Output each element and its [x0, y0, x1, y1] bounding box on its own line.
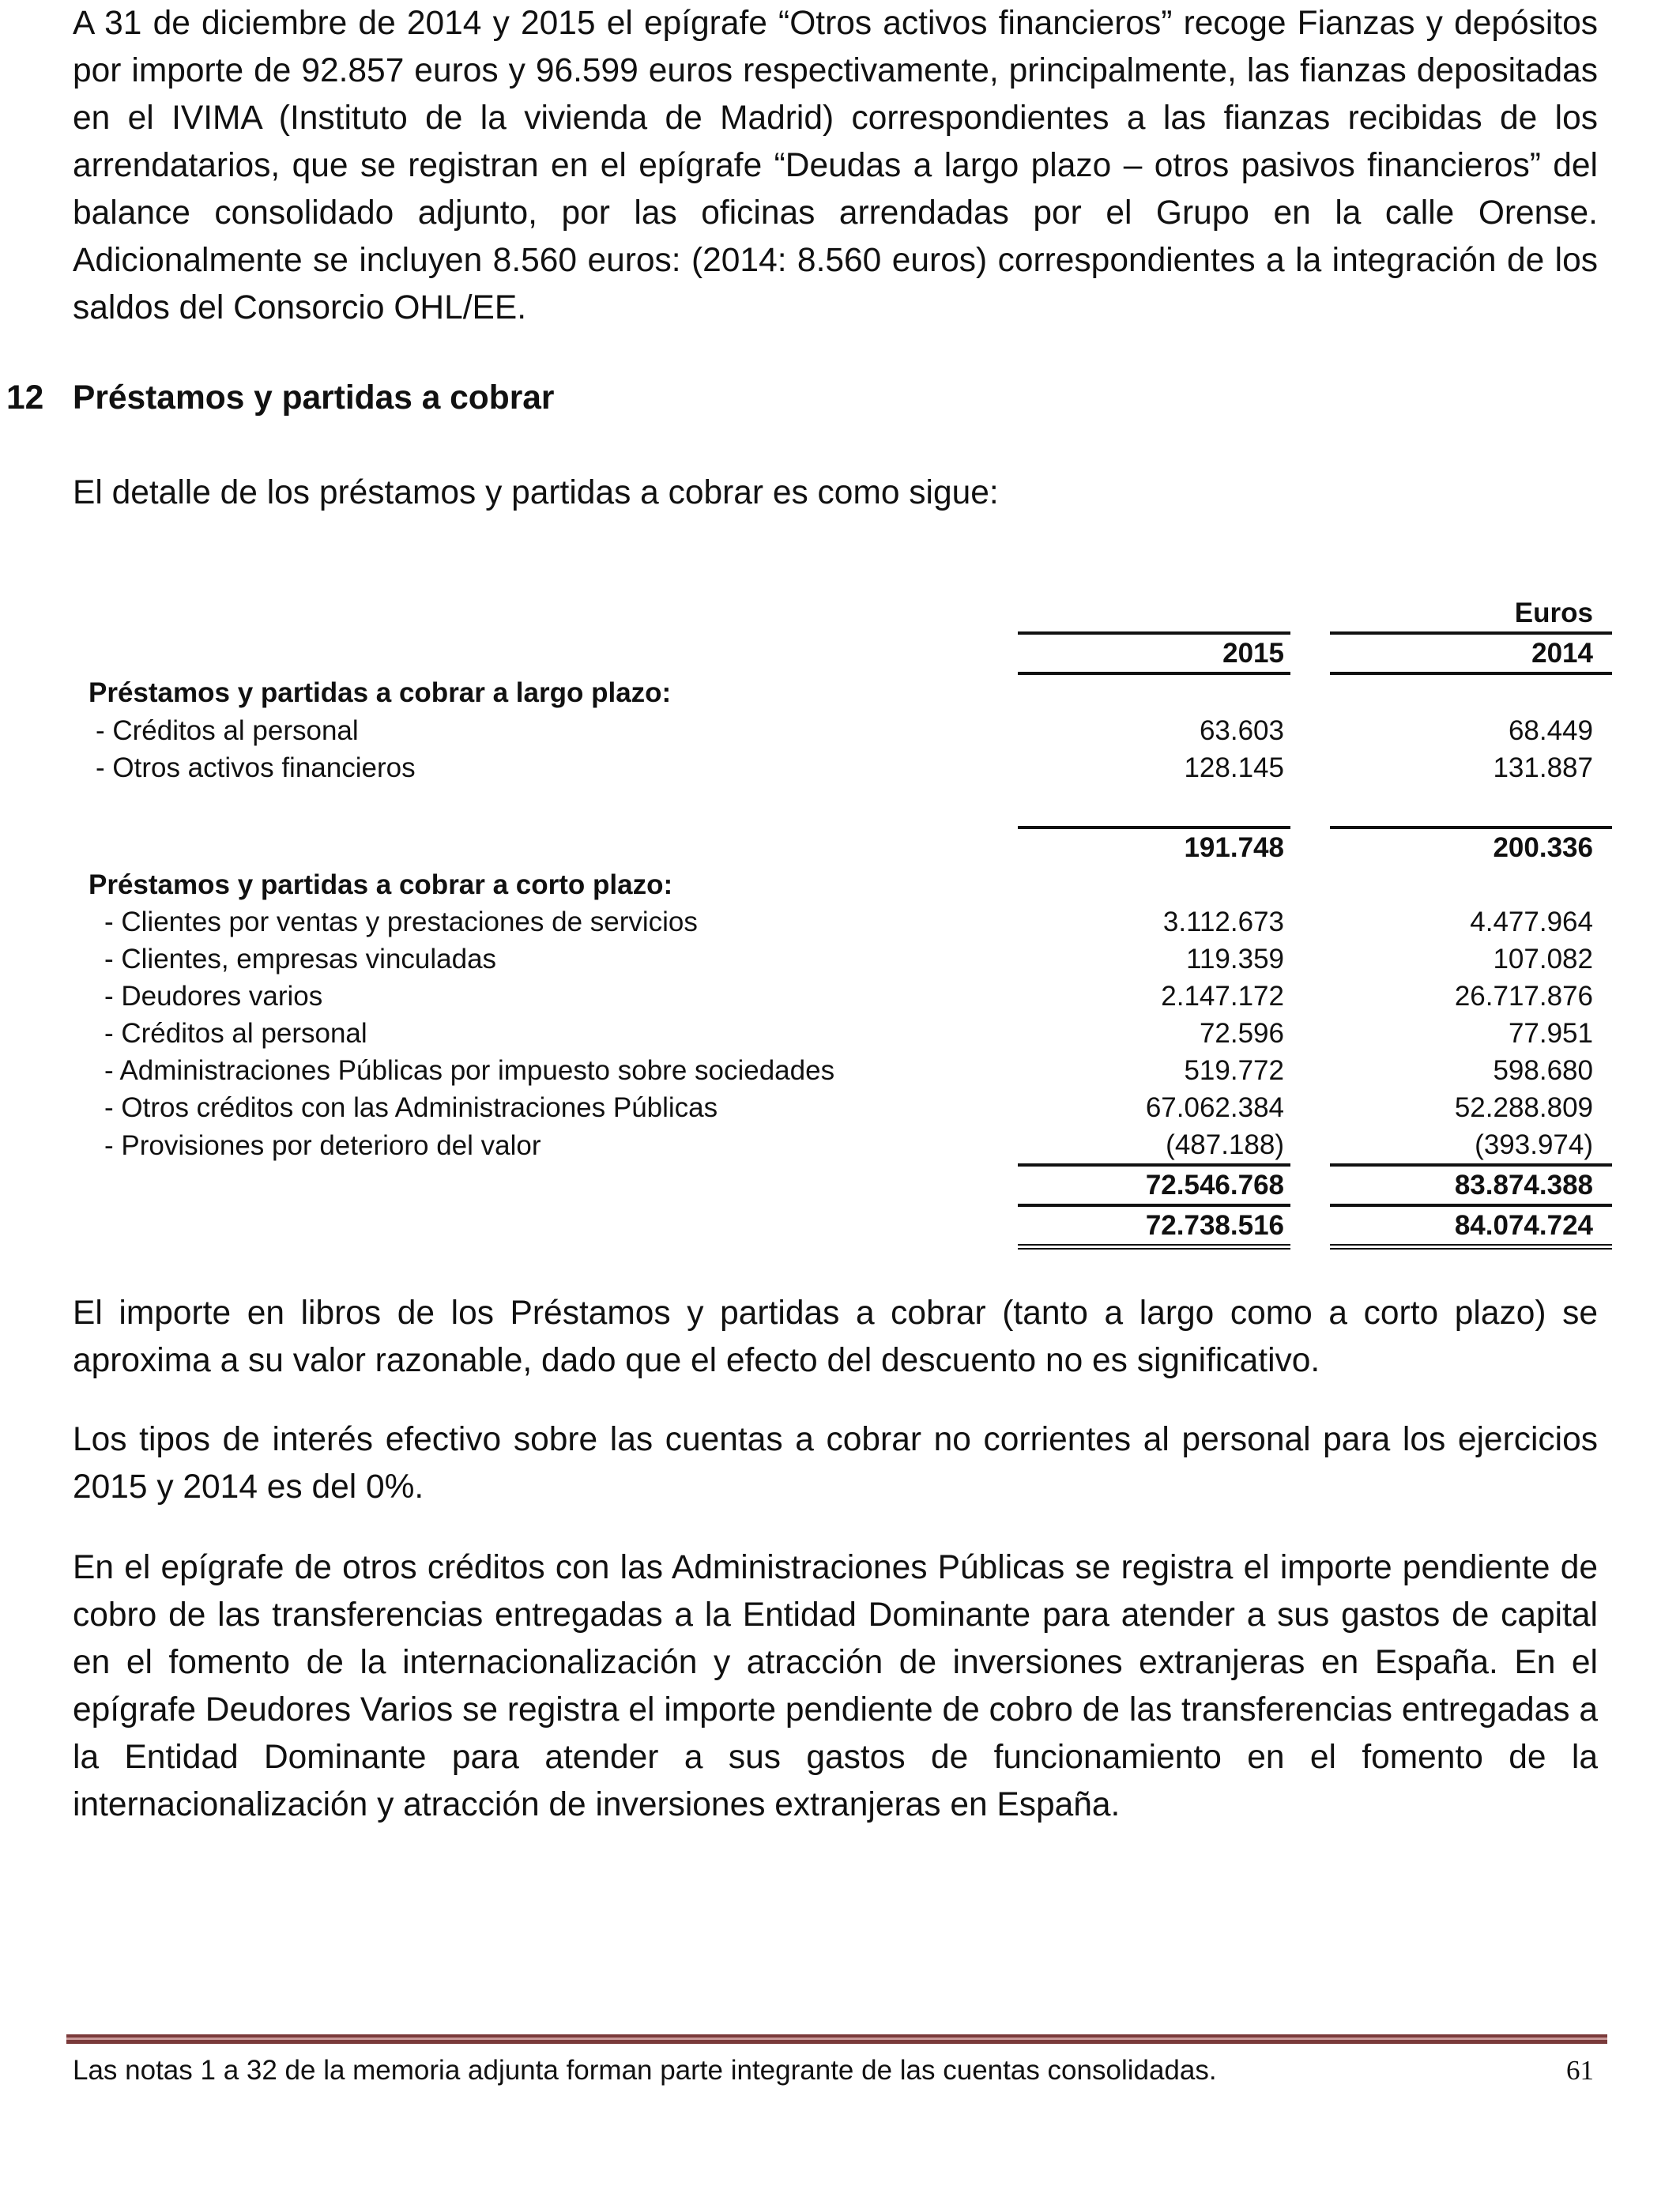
- row-label: - Clientes, empresas vinculadas: [104, 944, 497, 974]
- long-term-group-label: Préstamos y partidas a cobrar a largo plazo:: [89, 677, 672, 708]
- spacer-row: [87, 786, 1612, 827]
- table-row: [87, 1126, 1612, 1165]
- table-row: [87, 749, 1612, 786]
- short-term-group-row: [87, 866, 1612, 903]
- value-2014: 68.449: [1508, 715, 1593, 746]
- value-2015: 128.145: [1184, 752, 1284, 783]
- column-header-2015: 2015: [1018, 633, 1290, 673]
- table-intro-text: El detalle de los préstamos y partidas a cobrar es como sigue:: [73, 474, 999, 511]
- value-2014: 26.717.876: [1454, 981, 1593, 1012]
- row-label: - Otros créditos con las Administraciones Públicas: [104, 1092, 718, 1123]
- value-2014: 4.477.964: [1470, 907, 1593, 937]
- table-row: [87, 941, 1612, 978]
- footer-divider: [66, 2034, 1607, 2044]
- row-label: - Deudores varios: [104, 981, 323, 1012]
- short-term-subtotal-2014: 83.874.388: [1330, 1165, 1612, 1205]
- value-2014: 598.680: [1493, 1055, 1593, 1086]
- total-row: [87, 1205, 1612, 1247]
- table-row: [87, 1052, 1612, 1089]
- short-term-subtotal-row: [87, 1165, 1612, 1205]
- interest-rate-paragraph: Los tipos de interés efectivo sobre las cuentas a cobrar no corrientes al personal para los ejercicios 2015 y 2014 es del 0%.: [73, 1421, 1598, 1506]
- fair-value-paragraph: El importe en libros de los Préstamos y partidas a cobrar (tanto a largo como a corto plazo) se aproxima a su valor razonable, dado que el efecto del descuento no es significativo.: [73, 1295, 1598, 1379]
- value-2014: 52.288.809: [1454, 1092, 1593, 1123]
- value-2015: 72.596: [1199, 1018, 1284, 1049]
- row-label: - Administraciones Públicas por impuesto sobre sociedades: [104, 1055, 835, 1086]
- table-row: [87, 903, 1612, 941]
- row-label: - Créditos al personal: [96, 715, 359, 746]
- table-row: [87, 978, 1612, 1015]
- row-label: - Créditos al personal: [104, 1018, 367, 1049]
- column-header-2014: 2014: [1330, 633, 1612, 673]
- unit-label: Euros: [1514, 598, 1593, 628]
- value-2015: (487.188): [1166, 1129, 1284, 1160]
- total-2015: 72.738.516: [1018, 1205, 1290, 1247]
- section-number: 12: [6, 379, 44, 417]
- short-term-subtotal-2015: 72.546.768: [1018, 1165, 1290, 1205]
- year-header-row: [87, 633, 1612, 673]
- value-2015: 63.603: [1199, 715, 1284, 746]
- long-term-group-row: [87, 673, 1612, 712]
- row-label: - Otros activos financieros: [96, 752, 416, 783]
- footer-note: Las notas 1 a 32 de la memoria adjunta forman parte integrante de las cuentas consolidadas.: [73, 2055, 1217, 2086]
- value-2015: 119.359: [1186, 944, 1284, 974]
- value-2014: 131.887: [1493, 752, 1593, 783]
- value-2015: 2.147.172: [1161, 981, 1284, 1012]
- section-title: Préstamos y partidas a cobrar: [73, 379, 555, 417]
- value-2015: 67.062.384: [1145, 1092, 1284, 1123]
- row-label: - Provisiones por deterioro del valor: [104, 1130, 541, 1161]
- value-2014: 77.951: [1508, 1018, 1593, 1049]
- value-2015: 3.112.673: [1162, 907, 1284, 937]
- table-row: [87, 1015, 1612, 1052]
- long-term-subtotal-2014: 200.336: [1330, 827, 1612, 866]
- long-term-subtotal-row: [87, 827, 1612, 866]
- row-label: - Clientes por ventas y prestaciones de servicios: [104, 907, 698, 937]
- table-row: [87, 1089, 1612, 1126]
- page-number: 61: [1566, 2055, 1594, 2086]
- total-2014: 84.074.724: [1330, 1205, 1612, 1247]
- public-administration-paragraph: En el epígrafe de otros créditos con las Administraciones Públicas se registra el importe pendiente de cobro de las transferencias entregadas a la Entidad Dominante para atender a sus gastos de capital en el fomento de la internacionalización y atracción de inversiones extranjeras en España. En el epígrafe Deudores Varios se registra el importe pendiente de cobro de las transferencias entregadas a la Entidad Dominante para atender a sus gastos de funcionamiento en el fomento de la internacionalización y atracción de inversiones extranjeras en España.: [73, 1549, 1598, 1823]
- section-heading: [6, 375, 554, 422]
- long-term-subtotal-2015: 191.748: [1018, 827, 1290, 866]
- short-term-group-label: Préstamos y partidas a cobrar a corto plazo:: [89, 869, 673, 900]
- value-2015: 519.772: [1184, 1055, 1284, 1086]
- value-2014: 107.082: [1493, 944, 1593, 974]
- table-row: [87, 712, 1612, 749]
- unit-row: [87, 594, 1612, 633]
- loans-receivables-table: [87, 594, 1612, 1250]
- value-2014: (393.974): [1475, 1129, 1593, 1160]
- intro-paragraph: A 31 de diciembre de 2014 y 2015 el epígrafe “Otros activos financieros” recoge Fianzas y depósitos por importe de 92.857 euros y 96.599 euros respectivamente, principalmente, las fianzas depositadas en el IVIMA (Instituto de la vivienda de Madrid) correspondientes a las fianzas recibidas de los arrendatarios, que se registran en el epígrafe “Deudas a largo plazo – otros pasivos financieros” del balance consolidado adjunto, por las oficinas arrendadas por el Grupo en la calle Orense. Adicionalmente se incluyen 8.560 euros: (2014: 8.560 euros) correspondientes a la integración de los saldos del Consorcio OHL/EE.: [73, 5, 1598, 326]
